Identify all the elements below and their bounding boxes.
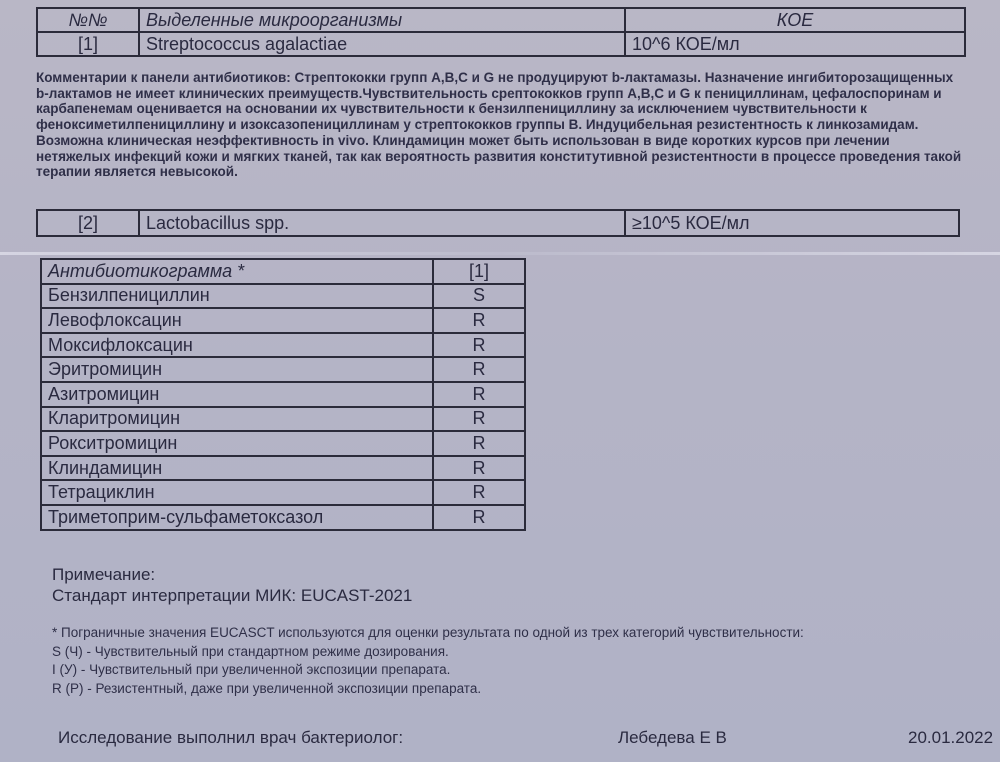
antibiotic-result: R: [433, 505, 525, 530]
antibiogram-row: [41, 333, 525, 358]
microorganism-1-koe: 10^6 КОЕ/мл: [625, 32, 965, 56]
sensitivity-legend: [52, 624, 804, 698]
legend-line: I (У) - Чувствительный при увеличенной экспозиции препарата.: [52, 662, 451, 678]
microorganisms-table: [36, 7, 966, 57]
antibiotic-result: R: [433, 480, 525, 505]
signature-row: [58, 728, 1000, 752]
antibiogram-table: [40, 258, 526, 531]
antibiotic-result: S: [433, 284, 525, 309]
legend-line: R (Р) - Резистентный, даже при увеличенной экспозиции препарата.: [52, 680, 482, 696]
antibiotic-name: Моксифлоксацин: [41, 333, 433, 358]
microorganisms-header-row: [37, 8, 965, 32]
antibiotic-name: Бензилпенициллин: [41, 284, 433, 309]
paper-crease: [0, 252, 1000, 255]
antibiotic-name: Клиндамицин: [41, 456, 433, 481]
header-number: №№: [37, 8, 139, 32]
antibiotic-result: R: [433, 407, 525, 432]
antibiogram-row: [41, 480, 525, 505]
microorganism-2-koe: ≥10^5 КОЕ/мл: [625, 210, 959, 236]
antibiotic-result: R: [433, 382, 525, 407]
antibiotic-result: R: [433, 431, 525, 456]
antibiotic-name: Триметоприм-сульфаметоксазол: [41, 505, 433, 530]
antibiotic-name: Рокситромицин: [41, 431, 433, 456]
antibiogram-row: [41, 456, 525, 481]
antibiotic-name: Кларитромицин: [41, 407, 433, 432]
legend-line: S (Ч) - Чувствительный при стандартном режиме дозирования.: [52, 643, 449, 659]
antibiogram-row: [41, 382, 525, 407]
antibiotic-name: Левофлоксацин: [41, 308, 433, 333]
antibiogram-row: [41, 407, 525, 432]
antibiotic-result: R: [433, 456, 525, 481]
antibiogram-row: [41, 505, 525, 530]
legend-line: * Пограничные значения EUCASCT используются для оценки результата по одной из трех категорий чувствительности:: [52, 625, 804, 640]
antibiotic-result: R: [433, 333, 525, 358]
antibiotic-result: R: [433, 308, 525, 333]
header-microorganisms: Выделенные микроорганизмы: [139, 8, 625, 32]
microorganism-row-2: [37, 210, 959, 236]
microorganism-1-number: [1]: [37, 32, 139, 56]
note-label: Примечание:: [52, 565, 156, 584]
antibiotic-name: Тетрациклин: [41, 480, 433, 505]
antibiogram-row: [41, 357, 525, 382]
microorganism-2-name: Lactobacillus spp.: [139, 210, 625, 236]
antibiotic-name: Эритромицин: [41, 357, 433, 382]
microorganism-2-number: [2]: [37, 210, 139, 236]
antibiotic-name: Азитромицин: [41, 382, 433, 407]
report-date: 20.01.2022: [908, 728, 994, 747]
antibiogram-row: [41, 284, 525, 309]
microorganism-1-name: Streptococcus agalactiae: [139, 32, 625, 56]
interpretation-standard: Стандарт интерпретации МИК: EUCAST-2021: [52, 586, 413, 605]
microorganism-row-1: [37, 32, 965, 56]
antibiogram-row: [41, 308, 525, 333]
antibiogram-header-row: [41, 259, 525, 284]
antibiogram-header-column: [1]: [433, 259, 525, 284]
header-koe: КОЕ: [625, 8, 965, 32]
antibiotic-result: R: [433, 357, 525, 382]
antibiotic-panel-comments: Комментарии к панели антибиотиков: Стрептококки групп A,B,C и G не продуцируют b-лактамазы. Назначение ингибиторозащищенных b-лактамов не имеет клинических преимуществ.Чувствительность срептококков групп A,B,C и G к пенициллинам, цефалоспоринам и карбапенемам оценивается на основании их чувствительности к бензилпенициллину за исключением чувствительности к феноксиметилпенициллину и изоксазопенициллинам у стрептококков группы B. Индуцибельная резистентность к линкозамидам. Возможна клиническая неэффективность in vivo. Клиндамицин может быть использован в виде коротких курсов при лечении нетяжелых инфекций кожи и мягких тканей, так как вероятность развития конститутивной резистентности в процессе проведения такой терапии является невысокой.: [36, 70, 962, 180]
signature-label: Исследование выполнил врач бактериолог:: [58, 728, 404, 747]
antibiogram-row: [41, 431, 525, 456]
microorganism-2-table: [36, 209, 960, 237]
antibiogram-header-name: Антибиотикограмма *: [41, 259, 433, 284]
doctor-name: Лебедева Е В: [618, 728, 727, 747]
